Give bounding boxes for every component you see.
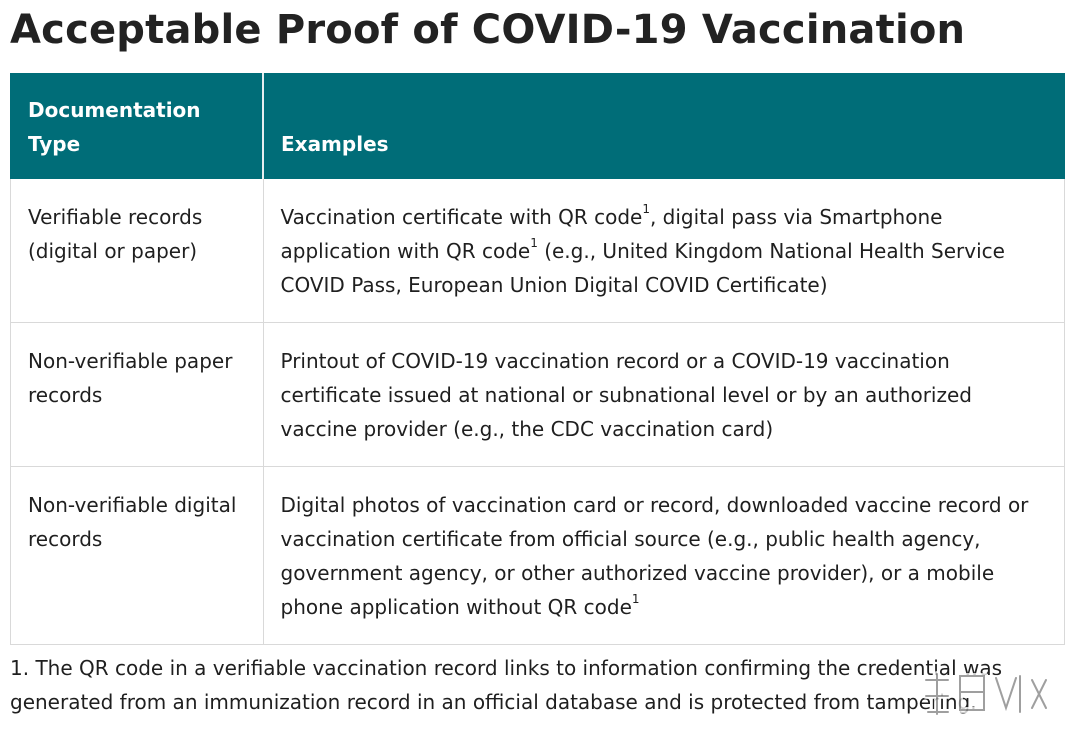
proof-of-vaccination-table bbox=[10, 73, 1065, 645]
documentation-type-cell: Non-verifiable paper records bbox=[11, 323, 264, 467]
header-examples: Examples bbox=[263, 74, 1064, 179]
examples-text: , digital pass via Smartphone application with QR code bbox=[280, 205, 943, 263]
footnote-marker[interactable]: 1 bbox=[642, 202, 650, 217]
footnote: 1. The QR code in a verifiable vaccination record links to information confirming the credential was generated from an immunization record in an official database and is protected from tampering. bbox=[10, 656, 1003, 714]
examples-text: Vaccination certificate with QR code bbox=[280, 205, 643, 229]
documentation-type-cell: Verifiable records (digital or paper) bbox=[11, 179, 264, 323]
footnote-marker[interactable]: 1 bbox=[530, 236, 538, 251]
documentation-type-cell: Non-verifiable digital records bbox=[11, 467, 264, 645]
table-row bbox=[11, 323, 1065, 467]
footnote-marker[interactable]: 1 bbox=[631, 592, 640, 607]
page-title: Acceptable Proof of COVID-19 Vaccination bbox=[10, 7, 966, 53]
watermark-logo-icon bbox=[920, 666, 1070, 722]
examples-text: (e.g., United Kingdom National Health Service COVID Pass, European Union Digital COVID Certificate) bbox=[280, 239, 1005, 297]
table-row bbox=[11, 467, 1065, 645]
table-row bbox=[11, 179, 1065, 323]
examples-cell bbox=[263, 179, 1064, 323]
table-header-row bbox=[11, 74, 1065, 179]
examples-cell bbox=[263, 467, 1064, 645]
examples-cell bbox=[263, 323, 1064, 467]
examples-text: Printout of COVID-19 vaccination record or a COVID-19 vaccination certificate issued at national or subnational level or by an authorized vaccine provider (e.g., the CDC vaccination card) bbox=[280, 349, 972, 441]
examples-text: Digital photos of vaccination card or record, downloaded vaccine record or vaccination certificate from official source (e.g., public health agency, government agency, or other authorized vaccine provider), or a mobile phone application without QR code bbox=[280, 493, 1029, 619]
header-documentation-type: Documentation Type bbox=[11, 74, 264, 179]
